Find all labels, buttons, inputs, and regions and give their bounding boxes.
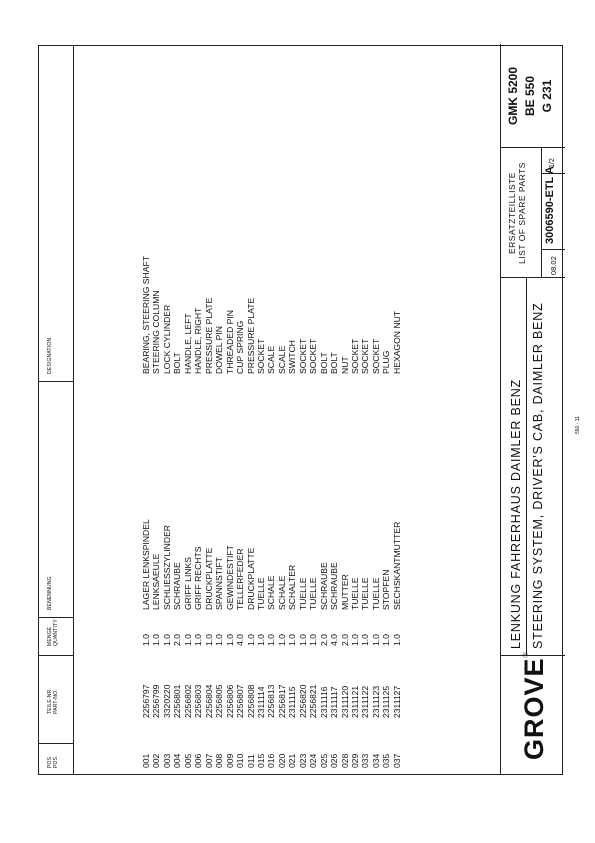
row-name-de: SCHALE — [276, 575, 287, 610]
row-pos: 023 — [297, 753, 308, 768]
row-pos: 028 — [339, 753, 350, 768]
row-quantity: 1.0 — [287, 634, 298, 646]
row-part-no: 2311123 — [370, 685, 381, 718]
row-designation: NUT — [339, 356, 350, 374]
header-pos — [47, 755, 59, 768]
row-part-no: 2256807 — [235, 684, 246, 718]
row-designation: BOLT — [318, 352, 329, 374]
row-name-de: TUELLE — [350, 577, 360, 610]
row-pos: 001 — [141, 753, 151, 768]
row-part-no: 2256804 — [203, 684, 214, 718]
row-part-no: 2311117 — [329, 686, 340, 718]
row-name-de: GRIFF RECHTS — [193, 546, 204, 610]
table-row — [319, 46, 330, 774]
row-pos: 010 — [235, 753, 246, 768]
row-part-no: 2256797 — [141, 684, 151, 718]
row-quantity: 1.0 — [266, 634, 277, 646]
row-part-no: 2256801 — [172, 684, 183, 718]
row-pos: 004 — [172, 753, 183, 768]
title-block — [500, 44, 565, 774]
row-name-de: LENKSAEULE — [151, 553, 162, 610]
table-row — [329, 46, 340, 774]
header-qty-de: MENGE — [47, 626, 53, 646]
row-quantity: 1.0 — [224, 634, 235, 646]
table-row — [141, 46, 152, 774]
title-german: LENKUNG FAHRERHAUS DAIMLER BENZ — [509, 379, 523, 649]
spare-parts-list-de: ERSATZTEILLISTE — [507, 172, 517, 254]
row-part-no: 2256802 — [182, 684, 193, 718]
row-part-no: 2311115 — [287, 686, 298, 718]
row-designation: SOCKET — [308, 338, 319, 374]
row-quantity: 1.0 — [203, 634, 214, 646]
table-row — [183, 46, 194, 774]
row-designation: SCALE — [276, 345, 287, 374]
row-designation: THREADED PIN — [224, 310, 235, 374]
row-part-no: 2311120 — [339, 685, 350, 718]
row-quantity: 1.0 — [350, 634, 360, 646]
row-part-no: 2311116 — [318, 686, 329, 718]
row-pos: 015 — [255, 753, 266, 768]
row-name-de: SCHALE — [266, 575, 277, 610]
row-name-de: DRUCKPLATTE — [203, 547, 214, 610]
row-part-no: 2311121 — [350, 685, 360, 718]
spare-parts-list-en: LIST OF SPARE PARTS — [517, 162, 527, 264]
row-pos: 002 — [151, 753, 162, 768]
row-quantity: 2.0 — [318, 634, 329, 646]
row-quantity: 1.0 — [276, 634, 287, 646]
row-pos: 007 — [203, 753, 214, 768]
table-row — [277, 46, 288, 774]
row-pos: 029 — [350, 753, 360, 768]
row-designation: STEERING COLUMN — [151, 290, 162, 374]
row-name-de: SECHSKANTMUTTER — [391, 521, 402, 610]
row-pos: 037 — [391, 753, 402, 768]
row-quantity: 4.0 — [329, 634, 340, 646]
row-quantity: 1.0 — [245, 634, 256, 646]
header-part-de: TEILE-NR. — [47, 688, 53, 714]
row-designation: SOCKET — [370, 338, 381, 374]
table-row — [298, 46, 309, 774]
table-row — [214, 46, 225, 774]
model-g: G 231 — [540, 79, 554, 113]
table-row — [162, 46, 173, 774]
table-row — [381, 46, 392, 774]
row-quantity: 1.0 — [370, 634, 381, 646]
row-pos: 020 — [276, 753, 287, 768]
table-row — [204, 46, 215, 774]
rotated-sheet — [38, 45, 581, 775]
row-name-de: SCHALTER — [287, 564, 298, 610]
row-designation: HEXAGON NUT — [391, 310, 402, 374]
row-part-no: 2311114 — [255, 686, 266, 718]
table-row — [235, 46, 246, 774]
sheet-number: 1/2 — [549, 158, 556, 168]
row-pos: 003 — [161, 753, 172, 768]
row-pos: 025 — [318, 753, 329, 768]
row-name-de: SCHLIESSZYLINDER — [161, 524, 172, 610]
row-name-de: TUELLE — [297, 577, 308, 610]
row-name-de: TUELLE — [308, 577, 319, 610]
row-pos: 024 — [308, 753, 319, 768]
header-pos-de: POS. — [47, 755, 53, 768]
model-be: BE 550 — [523, 75, 537, 117]
header-qty — [47, 619, 59, 646]
table-row — [371, 46, 382, 774]
row-name-de: SCHRAUBE — [318, 562, 329, 610]
row-pos: 016 — [266, 753, 277, 768]
table-row — [287, 46, 298, 774]
row-name-de: MUTTER — [339, 574, 350, 610]
row-pos: 006 — [193, 753, 204, 768]
table-row — [172, 46, 183, 774]
row-designation: SOCKET — [360, 338, 371, 374]
row-part-no: 2256799 — [151, 684, 162, 718]
row-name-de: SPANNSTIFT — [214, 557, 225, 610]
table-row — [350, 46, 361, 774]
header-designation: DESIGNATION — [47, 337, 53, 374]
row-designation: BOLT — [172, 352, 183, 374]
row-designation: SOCKET — [297, 338, 308, 374]
row-name-de: TUELLE — [360, 577, 371, 610]
row-name-de: SCHRAUBE — [172, 562, 183, 610]
row-name-de: SCHRAUBE — [329, 562, 340, 610]
row-pos: 034 — [370, 753, 381, 768]
row-quantity: 1.0 — [214, 634, 225, 646]
row-quantity: 1.0 — [193, 634, 204, 646]
row-part-no: 2311122 — [360, 685, 371, 718]
row-designation: CUP SPRING — [235, 320, 246, 374]
table-row — [340, 46, 351, 774]
table-row — [360, 46, 371, 774]
row-part-no: 2256817 — [276, 684, 287, 718]
row-quantity: 1.0 — [151, 634, 162, 646]
row-pos: 009 — [224, 753, 235, 768]
row-designation: SCALE — [266, 345, 277, 374]
row-quantity: 1.0 — [381, 634, 392, 646]
row-designation: HANDLE, LEFT — [182, 313, 193, 374]
row-part-no: 2256813 — [266, 684, 277, 718]
header-part — [47, 688, 59, 714]
table-row — [256, 46, 267, 774]
grove-logo: GROVE® — [519, 651, 549, 760]
row-pos: 026 — [329, 753, 340, 768]
row-quantity: 1.0 — [141, 634, 151, 646]
row-part-no: 2256805 — [214, 684, 225, 718]
row-name-de: GRIFF LINKS — [182, 556, 193, 610]
row-designation: SWITCH — [287, 340, 298, 374]
table-row — [266, 46, 277, 774]
row-quantity: 4.0 — [235, 634, 246, 646]
header-name-de: BENENNUNG — [47, 576, 53, 610]
row-name-de: GEWINDESTIFT — [224, 545, 235, 610]
table-row — [225, 46, 236, 774]
table-row — [392, 46, 403, 774]
row-designation: DOWEL PIN — [214, 326, 225, 374]
drawing-number: 3006590-ETL A — [544, 166, 556, 244]
row-quantity: 1.0 — [391, 634, 402, 646]
table-row — [246, 46, 257, 774]
row-part-no: 2256820 — [297, 684, 308, 718]
row-name-de: TELLERFEDER — [235, 548, 246, 610]
page-footer: 550 - 11 — [575, 416, 581, 434]
title-english: STEERING SYSTEM, DRIVER'S CAB, DAIMLER BENZ — [531, 302, 545, 649]
row-pos: 033 — [360, 753, 371, 768]
row-designation: PRESSURE PLATE — [245, 297, 256, 374]
row-name-de: TUELLE — [370, 577, 381, 610]
date: 08.02 — [549, 256, 558, 275]
row-designation: SOCKET — [350, 338, 360, 374]
row-part-no: 2311125 — [381, 685, 392, 718]
row-designation: HANDLE, RIGHT — [193, 307, 204, 374]
row-pos: 035 — [381, 753, 392, 768]
row-pos: 011 — [245, 754, 256, 768]
row-designation: PLUG — [381, 350, 392, 374]
model-gmk: GMK 5200 — [506, 66, 520, 126]
row-quantity: 1.0 — [297, 634, 308, 646]
row-designation: BOLT — [329, 352, 340, 374]
row-name-de: TUELLE — [255, 577, 266, 610]
table-row — [193, 46, 204, 774]
row-name-de: STOPFEN — [381, 569, 392, 610]
row-quantity: 2.0 — [339, 634, 350, 646]
row-quantity: 1.0 — [161, 634, 172, 646]
row-quantity: 1.0 — [255, 634, 266, 646]
row-quantity: 1.0 — [360, 634, 371, 646]
row-designation: BEARING, STEERING SHAFT — [141, 256, 151, 374]
row-quantity: 2.0 — [172, 634, 183, 646]
row-pos: 005 — [182, 753, 193, 768]
row-part-no: 2256808 — [245, 684, 256, 718]
row-quantity: 1.0 — [182, 634, 193, 646]
row-designation: SOCKET — [255, 338, 266, 374]
table-row — [308, 46, 319, 774]
column-header — [39, 46, 74, 774]
row-name-de: DRUCKPLATTE — [245, 547, 256, 610]
row-part-no: 2256806 — [224, 684, 235, 718]
header-qty-en: QUANTITY — [53, 619, 59, 646]
parts-list-frame — [38, 45, 581, 775]
row-pos: 021 — [287, 753, 298, 768]
row-part-no: 3320220 — [161, 684, 172, 718]
table-row — [151, 46, 162, 774]
row-part-no: 2256803 — [193, 684, 204, 718]
row-part-no: 2256821 — [308, 684, 319, 718]
row-pos: 008 — [214, 753, 225, 768]
row-designation: PRESSURE PLATE — [203, 297, 214, 374]
header-pos-en: POS. — [53, 755, 59, 768]
row-designation: LOCK CYLINDER — [161, 304, 172, 374]
row-quantity: 1.0 — [308, 634, 319, 646]
row-part-no: 2311127 — [391, 685, 402, 718]
header-part-en: PART-NO. — [53, 689, 59, 714]
row-name-de: LAGER LENKSPINDEL — [141, 519, 151, 610]
